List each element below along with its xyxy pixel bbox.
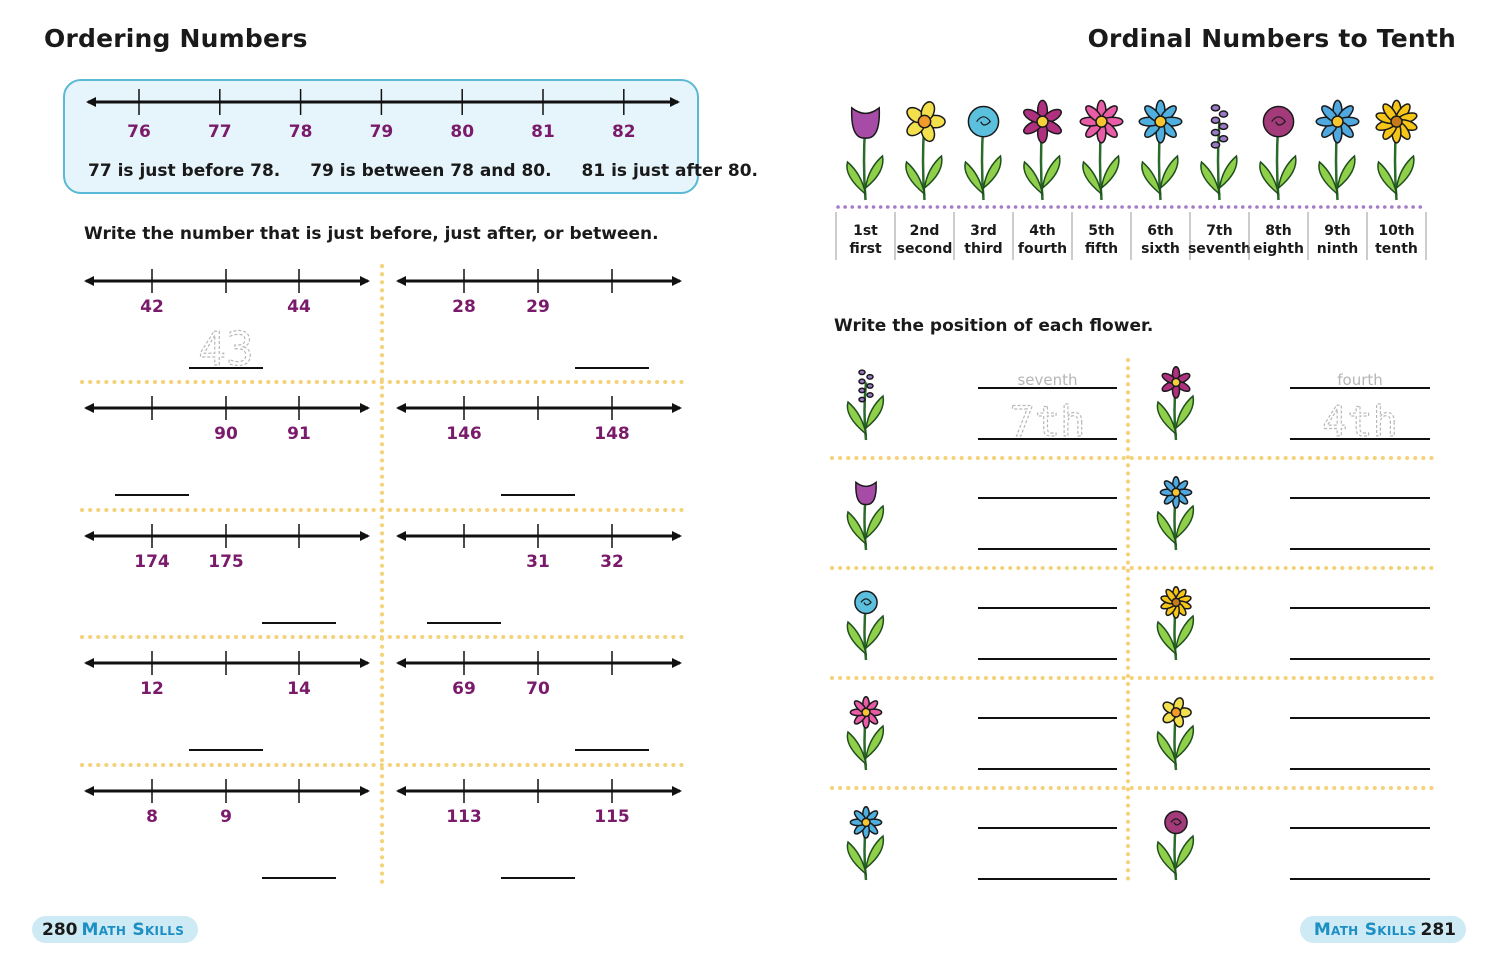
leaf — [1157, 622, 1176, 654]
leaf — [1157, 512, 1176, 544]
traced-word: seventh — [1017, 371, 1078, 389]
tick-label: 31 — [526, 552, 550, 572]
rose-flower — [1260, 107, 1296, 200]
exercise-2 — [398, 269, 680, 368]
tick-label: 32 — [600, 552, 624, 572]
leaf — [984, 156, 1001, 188]
ordinal-number: 10th — [1378, 223, 1415, 239]
flower-center — [862, 708, 870, 716]
cornflower-flower — [1157, 477, 1193, 550]
example-sentence: 79 is between 78 and 80. — [310, 161, 552, 181]
leaf — [866, 506, 883, 538]
flower-center — [1155, 116, 1166, 127]
leaf — [906, 162, 925, 194]
leaf — [1083, 162, 1102, 194]
leaf — [1043, 156, 1060, 188]
page-number: 280 — [42, 919, 78, 940]
lavender-bud — [1219, 123, 1227, 129]
exercise-1 — [86, 269, 368, 376]
leaf — [1157, 732, 1176, 764]
cornflower-flower — [1316, 100, 1359, 200]
lavender-bud — [859, 370, 865, 374]
lavender-bud — [1211, 130, 1219, 136]
ordinal-word: fifth — [1084, 241, 1119, 257]
tick-label: 90 — [214, 424, 238, 444]
flower-center — [862, 818, 870, 826]
lavender-bud — [1211, 142, 1219, 148]
ordinal-number: 5th — [1088, 223, 1115, 239]
ordinal-number: 7th — [1206, 223, 1233, 239]
position-item-2 — [1157, 367, 1430, 446]
leaf — [1176, 726, 1193, 758]
lavender-bud — [1219, 136, 1227, 142]
tick-label: 28 — [452, 297, 476, 317]
page-number: 281 — [1420, 919, 1456, 940]
leaf — [1176, 836, 1193, 868]
rose-flower — [965, 107, 1001, 200]
flower-center — [1332, 116, 1343, 127]
leaf — [847, 732, 866, 764]
example-sentence: 77 is just before 78. — [88, 161, 281, 181]
ordinal-word: ninth — [1316, 241, 1359, 257]
lavender-bud — [859, 397, 865, 401]
lavender-bud — [867, 393, 873, 397]
leaf — [1378, 162, 1397, 194]
ordinal-word: third — [964, 241, 1003, 257]
tick-label: 29 — [526, 297, 550, 317]
daisy-flower — [847, 697, 883, 770]
leaf — [1024, 162, 1043, 194]
leaf — [1102, 156, 1119, 188]
tick-label: 9 — [220, 807, 232, 827]
left-instruction: Write the number that is just before, just after, or between. — [84, 224, 659, 244]
flower-center — [1172, 488, 1180, 496]
leaf — [1338, 156, 1355, 188]
rose-head — [968, 107, 998, 137]
exercise-3 — [86, 396, 368, 495]
tick-label: 44 — [287, 297, 311, 317]
flower-center — [1096, 116, 1107, 127]
tick-label: 8 — [146, 807, 158, 827]
leaf — [1279, 156, 1296, 188]
tulip-head — [856, 482, 876, 504]
ordinal-number: 9th — [1324, 223, 1351, 239]
trumpet — [918, 115, 930, 127]
leaf — [1176, 506, 1193, 538]
leaf — [1201, 162, 1220, 194]
tick-label: 12 — [140, 679, 164, 699]
traced-answer: 43 — [198, 322, 254, 376]
exercise-8 — [398, 651, 680, 750]
ordinal-number: 3rd — [970, 223, 997, 239]
traced-number: 7th — [1009, 397, 1086, 446]
tick-label: 70 — [526, 679, 550, 699]
tick-label: 82 — [611, 122, 636, 142]
lavender-flower — [847, 370, 883, 440]
lavender-bud — [1211, 105, 1219, 111]
traced-word: fourth — [1337, 371, 1383, 389]
tick-label: 115 — [594, 807, 630, 827]
example-number-line — [88, 89, 678, 142]
tick-label: 76 — [127, 122, 151, 142]
position-item-9 — [847, 807, 1117, 880]
exercise-7 — [86, 651, 368, 750]
ordinal-number: 6th — [1147, 223, 1174, 239]
flower-center — [1172, 378, 1180, 386]
tick-label: 113 — [446, 807, 482, 827]
exercise-6 — [398, 524, 680, 623]
leaf — [866, 156, 883, 188]
leaf — [847, 842, 866, 874]
lavender-bud — [1211, 117, 1219, 123]
rose-head — [1263, 107, 1293, 137]
leaf — [1260, 162, 1279, 194]
flower-center — [1172, 598, 1180, 606]
ordinal-word: tenth — [1375, 241, 1418, 257]
tick-label: 79 — [369, 122, 394, 142]
traced-number: 4th — [1322, 397, 1398, 446]
lavender-bud — [1219, 111, 1227, 117]
leaf — [1176, 616, 1193, 648]
tick-label: 14 — [287, 679, 311, 699]
footer-label: Math Skills — [1313, 919, 1417, 940]
leaf — [866, 726, 883, 758]
leaf — [925, 156, 942, 188]
leaf — [866, 396, 883, 428]
leaf — [866, 616, 883, 648]
tick-label: 175 — [208, 552, 244, 572]
trumpet — [1171, 708, 1180, 717]
page-title-right: Ordinal Numbers to Tenth — [1087, 24, 1456, 53]
page-title-left: Ordering Numbers — [44, 24, 308, 53]
position-item-7 — [847, 697, 1117, 770]
tick-label: 69 — [452, 679, 476, 699]
flower-position-grid — [832, 360, 1432, 884]
exercise-4 — [398, 396, 680, 495]
ordinal-number: 8th — [1265, 223, 1292, 239]
example-sentence: 81 is just after 80. — [581, 161, 758, 181]
lavender-bud — [859, 379, 865, 383]
leaf — [1319, 162, 1338, 194]
position-item-5 — [847, 591, 1117, 660]
leaf — [1397, 156, 1414, 188]
leaf — [1157, 402, 1176, 434]
position-item-1 — [847, 370, 1117, 446]
lavender-flower — [1201, 105, 1237, 200]
tulip-head — [852, 108, 880, 138]
tick-label: 81 — [531, 122, 555, 142]
ordinal-flower-row — [836, 100, 1426, 260]
footer-left — [32, 916, 198, 943]
tick-label: 78 — [288, 122, 313, 142]
tick-label: 42 — [140, 297, 164, 317]
leaf — [1176, 396, 1193, 428]
ordinal-number: 2nd — [909, 223, 940, 239]
ordinal-word: eighth — [1253, 241, 1304, 257]
position-item-10 — [1157, 811, 1430, 880]
leaf — [847, 402, 866, 434]
tick-label: 80 — [450, 122, 475, 142]
leaf — [866, 836, 883, 868]
lavender-bud — [859, 388, 865, 392]
daffodil-flower — [904, 100, 945, 200]
rose-flower — [847, 591, 883, 660]
right-instruction: Write the position of each flower. — [834, 316, 1154, 336]
leaf — [1142, 162, 1161, 194]
ordinal-number: 1st — [853, 223, 878, 239]
footer-right — [1300, 916, 1466, 943]
lavender-bud — [867, 375, 873, 379]
lavender-bud — [867, 384, 873, 388]
ordinal-word: second — [896, 241, 953, 257]
tick-label: 146 — [446, 424, 482, 444]
leaf — [847, 622, 866, 654]
flower-center — [1391, 116, 1402, 127]
exercise-9 — [86, 779, 368, 878]
tick-label: 174 — [134, 552, 170, 572]
star-flower-flower — [1157, 367, 1193, 440]
leaf — [847, 162, 866, 194]
sunflower-flower — [1157, 587, 1193, 660]
position-item-3 — [847, 482, 1117, 550]
tulip-flower — [847, 482, 883, 550]
daisy-flower — [1139, 100, 1182, 200]
leaf — [847, 512, 866, 544]
rose-head — [1165, 811, 1187, 833]
ordinal-word: sixth — [1141, 241, 1180, 257]
sunflower-flower — [1375, 100, 1418, 200]
ordinal-word: first — [849, 241, 882, 257]
ordinal-number: 4th — [1029, 223, 1056, 239]
position-item-8 — [1157, 697, 1430, 770]
exercise-5 — [86, 524, 368, 623]
leaf — [1220, 156, 1237, 188]
leaf — [1157, 842, 1176, 874]
leaf — [965, 162, 984, 194]
example-sentences — [88, 161, 758, 181]
tick-label: 148 — [594, 424, 630, 444]
daisy-flower — [1080, 100, 1123, 200]
position-item-4 — [1157, 477, 1430, 550]
footer-label: Math Skills — [81, 919, 185, 940]
exercise-10 — [398, 779, 680, 878]
ordinal-word: seventh — [1187, 241, 1252, 257]
flower-center — [1037, 116, 1048, 127]
leaf — [1161, 156, 1178, 188]
rose-flower — [1157, 811, 1193, 880]
position-item-6 — [1157, 587, 1430, 660]
tulip-flower — [847, 108, 883, 200]
tick-label: 77 — [207, 122, 232, 142]
star-flower-flower — [1022, 100, 1064, 200]
exercise-grid — [82, 266, 684, 882]
rose-head — [855, 591, 877, 613]
daisy-flower — [847, 807, 883, 880]
tick-label: 91 — [287, 424, 311, 444]
ordinal-word: fourth — [1017, 241, 1068, 257]
daffodil-flower — [1157, 697, 1193, 770]
